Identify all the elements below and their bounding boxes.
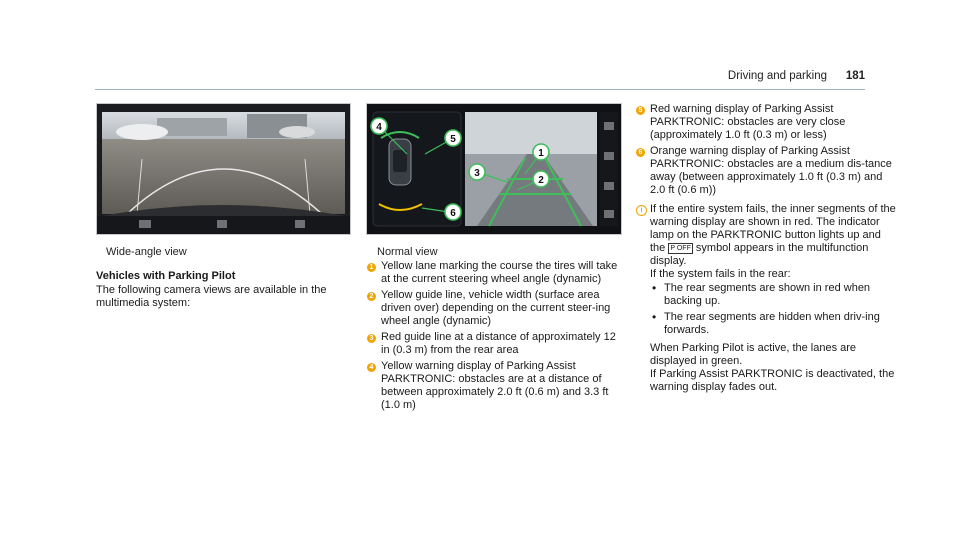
bullet-item (650, 282, 898, 308)
list-item (367, 331, 622, 357)
callout-1: 1 (538, 148, 544, 159)
column-3 (636, 103, 898, 394)
paragraph: When Parking Pilot is active, the lanes are displayed in green. (650, 342, 857, 367)
section-title: Driving and parking (727, 70, 827, 82)
page-number: 181 (845, 70, 865, 82)
figure1-caption: Wide-angle view (106, 246, 187, 258)
list-item (636, 145, 898, 197)
list-item (367, 289, 622, 328)
bullet-text: The rear segments are hidden when driv-ing forwards. (664, 311, 880, 336)
list-item-text: Red guide line at a distance of approximately 12 in (0.3 m) from the rear area (381, 331, 616, 356)
note-text-after: symbol appears in the multifunction display. (650, 242, 869, 267)
bullet-icon: • (652, 281, 657, 295)
list-item-text: Orange warning display of Parking Assist PARKTRONIC: obstacles are a medium dis-tance away (between approximately 1.0 ft (0.3 m) and 2.0 ft (0.6 m)) (650, 145, 892, 196)
list-item (636, 103, 898, 142)
list-item-text: Yellow warning display of Parking Assist PARKTRONIC: obstacles are at a distance of between approximately 2.0 ft (0.6 m) and 3.3 ft (1.0 m) (381, 360, 609, 411)
callout-number: 1 (367, 263, 376, 272)
list-item-text: Yellow lane marking the course the tires will take at the current steering wheel angle (dynamic) (381, 260, 618, 285)
info-icon: i (636, 205, 647, 216)
subheading: Vehicles with Parking Pilot (96, 270, 236, 282)
parking-off-symbol-icon: P OFF (670, 245, 691, 252)
page-header (95, 70, 865, 88)
list-item (367, 260, 622, 286)
callout-3: 3 (474, 168, 480, 179)
bullet-item (650, 311, 898, 337)
callout-2: 2 (538, 175, 544, 186)
info-note (636, 203, 898, 394)
wide-angle-camera-image (96, 103, 351, 235)
note-line2: If the system fails in the rear: (650, 268, 791, 280)
callout-number: 5 (636, 106, 645, 115)
list-item-text: Red warning display of Parking Assist PARKTRONIC: obstacles are very close (approximately 1.0 ft (0.3 m) or less) (650, 103, 846, 141)
list-item (367, 360, 622, 412)
paragraph: If Parking Assist PARKTRONIC is deactivated, the warning display fades out. (650, 368, 895, 393)
bullet-icon: • (652, 310, 657, 324)
bullet-text: The rear segments are shown in red when backing up. (664, 282, 871, 307)
header-rule (95, 89, 865, 90)
callout-5: 5 (450, 134, 456, 145)
column-1 (96, 246, 350, 310)
note-text-before: If the entire system fails, the inner segments of the warning display are shown in red. The indicator lamp on the PARKTRONIC button lights up and the (650, 203, 896, 254)
callout-number: 6 (636, 148, 645, 157)
callout-number: 2 (367, 292, 376, 301)
callout-number: 3 (367, 334, 376, 343)
list-item-text: Yellow guide line, vehicle width (surface area driven over) depending on the current steer-ing wheel angle (dynamic) (381, 289, 611, 327)
callout-number: 4 (367, 363, 376, 372)
body-text: The following camera views are available in the multimedia system: (96, 284, 327, 309)
normal-view-camera-image (366, 103, 622, 235)
column-2 (367, 246, 622, 415)
figure2-caption: Normal view (377, 246, 438, 258)
callout-6: 6 (450, 208, 456, 219)
callout-4: 4 (376, 122, 382, 133)
